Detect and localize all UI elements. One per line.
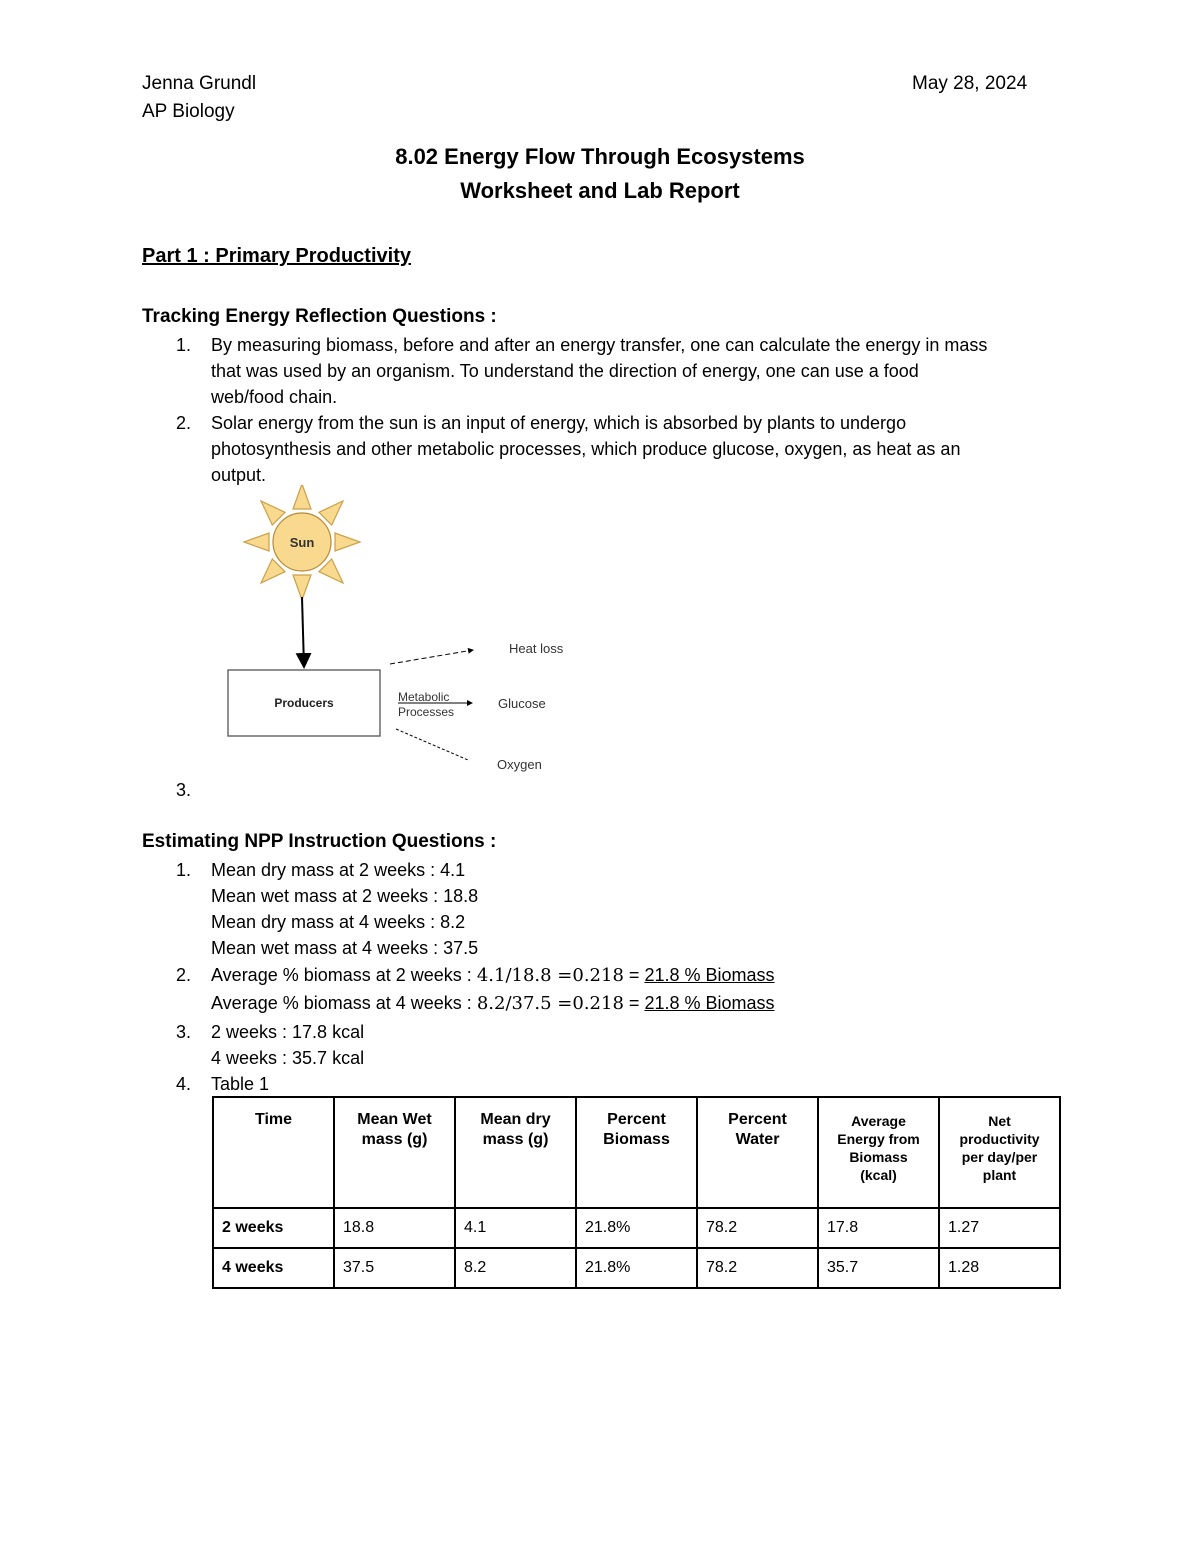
student-name: Jenna Grundl bbox=[142, 73, 257, 94]
npp-q2b-equals: = bbox=[623, 993, 645, 1013]
table-cell: 78.2 bbox=[697, 1248, 818, 1288]
header-line: per day/per bbox=[961, 1149, 1038, 1165]
header-average-energy bbox=[818, 1097, 939, 1208]
header-line: Time bbox=[254, 1111, 293, 1128]
npp-q4-number: 4. bbox=[176, 1074, 192, 1094]
npp-q1-line: Mean wet mass at 4 weeks : 37.5 bbox=[211, 938, 479, 958]
sun-label: Sun bbox=[289, 535, 315, 550]
npp-q1-line: Mean dry mass at 4 weeks : 8.2 bbox=[211, 912, 466, 932]
header-line: (kcal) bbox=[860, 1167, 897, 1183]
npp-q1-number: 1. bbox=[176, 860, 192, 880]
npp-q2a-result: 21.8 % Biomass bbox=[644, 965, 775, 985]
npp-q2-number: 2. bbox=[176, 965, 192, 985]
npp-q2b-label: Average % biomass at 4 weeks : bbox=[211, 993, 477, 1013]
sun-icon bbox=[244, 485, 360, 600]
tracking-q1-number: 1. bbox=[176, 335, 192, 355]
npp-q4-label: Table 1 bbox=[211, 1074, 270, 1094]
header-line: Average bbox=[851, 1113, 906, 1129]
npp-q3-line: 2 weeks : 17.8 kcal bbox=[211, 1022, 365, 1042]
npp-q1-line: Mean dry mass at 2 weeks : 4.1 bbox=[211, 860, 466, 880]
header-line: Percent bbox=[607, 1111, 666, 1128]
sun-to-producers-arrow bbox=[302, 597, 304, 667]
tracking-q1-line: By measuring biomass, before and after an energy transfer, one can calculate the energy in mass bbox=[211, 335, 988, 355]
npp-q2a-label: Average % biomass at 2 weeks : bbox=[211, 965, 477, 985]
sun-ray bbox=[244, 533, 269, 551]
sun-ray bbox=[293, 485, 311, 509]
table-cell: 18.8 bbox=[334, 1208, 455, 1248]
npp-q1-line: Mean wet mass at 2 weeks : 18.8 bbox=[211, 886, 479, 906]
tracking-q2-number: 2. bbox=[176, 413, 192, 433]
tracking-heading: Tracking Energy Reflection Questions : bbox=[142, 306, 497, 327]
npp-q2a-equation: 4.1/18.8 =0.218 bbox=[476, 965, 624, 986]
table-1 bbox=[212, 1096, 1061, 1289]
table-cell: 1.28 bbox=[939, 1248, 1060, 1288]
energy-flow-diagram bbox=[220, 485, 600, 785]
table-cell: 35.7 bbox=[818, 1248, 939, 1288]
npp-q3-line: 4 weeks : 35.7 kcal bbox=[211, 1048, 365, 1068]
document-date: May 28, 2024 bbox=[912, 73, 1028, 94]
table-cell: 37.5 bbox=[334, 1248, 455, 1288]
table-cell: 78.2 bbox=[697, 1208, 818, 1248]
sun-ray bbox=[335, 533, 360, 551]
document-subtitle: Worksheet and Lab Report bbox=[460, 178, 740, 203]
header-line: plant bbox=[982, 1167, 1017, 1183]
tracking-q2-line: Solar energy from the sun is an input of energy, which is absorbed by plants to undergo bbox=[211, 413, 907, 433]
header-percent-biomass bbox=[576, 1097, 697, 1208]
header-line: Mean dry bbox=[480, 1111, 551, 1128]
metabolic-label-line2: Processes bbox=[398, 705, 455, 719]
header-time bbox=[213, 1097, 334, 1208]
table-row bbox=[213, 1248, 1060, 1288]
glucose-label: Glucose bbox=[498, 696, 546, 711]
header-line: mass (g) bbox=[361, 1131, 428, 1148]
table-cell: 17.8 bbox=[818, 1208, 939, 1248]
oxygen-arrow bbox=[396, 729, 468, 760]
header-line: Biomass bbox=[849, 1149, 908, 1165]
header-line: Percent bbox=[728, 1111, 787, 1128]
npp-q2a-equals: = bbox=[623, 965, 645, 985]
oxygen-label: Oxygen bbox=[497, 757, 542, 772]
npp-q3-number: 3. bbox=[176, 1022, 192, 1042]
header-mean-wet-mass bbox=[334, 1097, 455, 1208]
table-cell: 4.1 bbox=[455, 1208, 576, 1248]
header-mean-dry-mass bbox=[455, 1097, 576, 1208]
npp-q2-line-2weeks bbox=[211, 962, 775, 989]
header-line: Mean Wet bbox=[357, 1111, 432, 1128]
table-header-row bbox=[213, 1097, 1060, 1208]
table-cell: 4 weeks bbox=[213, 1248, 334, 1288]
table-cell: 1.27 bbox=[939, 1208, 1060, 1248]
header-line: Biomass bbox=[603, 1131, 670, 1148]
table-cell: 21.8% bbox=[576, 1248, 697, 1288]
npp-q2b-result: 21.8 % Biomass bbox=[644, 993, 775, 1013]
header-line: Net bbox=[988, 1113, 1011, 1129]
heat-loss-arrow bbox=[390, 650, 473, 664]
npp-heading: Estimating NPP Instruction Questions : bbox=[142, 831, 497, 852]
header-net-productivity bbox=[939, 1097, 1060, 1208]
document-title: 8.02 Energy Flow Through Ecosystems bbox=[395, 144, 805, 169]
table-row bbox=[213, 1208, 1060, 1248]
tracking-q3-number: 3. bbox=[176, 780, 192, 800]
sun-ray bbox=[293, 575, 311, 600]
tracking-q2-line: photosynthesis and other metabolic processes, which produce glucose, oxygen, as heat as an bbox=[211, 439, 961, 459]
metabolic-label-line1: Metabolic bbox=[398, 690, 450, 704]
table-cell: 2 weeks bbox=[213, 1208, 334, 1248]
header-line: mass (g) bbox=[482, 1131, 549, 1148]
table-cell: 8.2 bbox=[455, 1248, 576, 1288]
course-name: AP Biology bbox=[142, 101, 235, 122]
header-line: Water bbox=[735, 1131, 780, 1148]
tracking-q1-line: web/food chain. bbox=[211, 387, 338, 407]
table-cell: 21.8% bbox=[576, 1208, 697, 1248]
tracking-q2-line: output. bbox=[211, 465, 267, 485]
header-line: Energy from bbox=[837, 1131, 920, 1147]
producers-label: Producers bbox=[274, 696, 334, 710]
part1-heading: Part 1 : Primary Productivity bbox=[142, 245, 411, 267]
heat-loss-label: Heat loss bbox=[509, 641, 564, 656]
npp-q2-line-4weeks bbox=[211, 990, 775, 1017]
tracking-q1-line: that was used by an organism. To understand the direction of energy, one can use a food bbox=[211, 361, 919, 381]
header-percent-water bbox=[697, 1097, 818, 1208]
npp-q2b-equation: 8.2/37.5 =0.218 bbox=[476, 993, 624, 1014]
header-line: productivity bbox=[959, 1131, 1040, 1147]
